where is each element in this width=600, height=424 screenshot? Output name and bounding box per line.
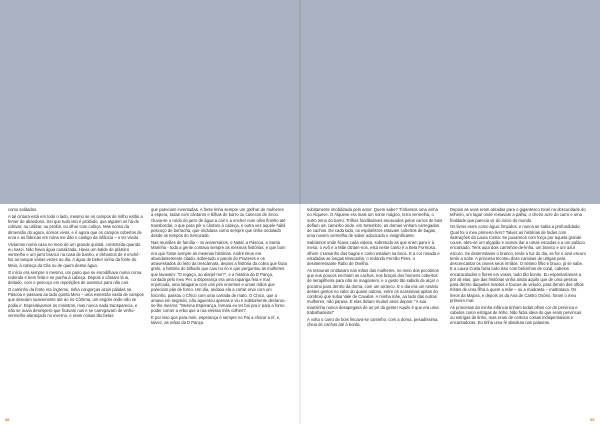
- paragraph: Nas reuniões de família – os aniversários, o Natal, a Páscoa, a Santa Marinha - toda a gente contava sempre as mesmas histórias, e que bom era que fosse sempre as mesmas histórias. André Brun era abundantemente citado, sobretudo o parolo do Prazeres e os atravessados do leito da trescâmara, depois a história da cobra que fazia grelo, a história do bilhado que caiu no rio e que perguntou às mulheres que lavavam: "O regaço, ao alarjel-me?", e a história da D Pança, contada pelo meu Pei: a Esperança era uma rapariga feia e mal enjorcada, uma lataguina com uns pés enormes e umas mãos que pareciam pás de forno. Um dia, andava ela a cortar erva com um foicinho, passou o Chico com uma carrada de mato. O Chico, que a amava em segredo, não aguentou apenas e viu e subitamente declarou-se-lhe mesmo: "Menina Esperança, tomara eu ter boi pra ir para a forno poder comer a erba que a rua emissa mês colhem".: [151, 240, 287, 314]
- page-gutter: [299, 0, 301, 424]
- text-column-3: [307, 207, 443, 417]
- paragraph: O caminho da fonte era íngreme, tinha congorças azuis pálidas na Páscoa e passava ao lado quinta Meio – uma extensão vasta de campos que desciam suavemente até ao rio Côrtima, um esgoto onde não se podia ir. Espreitávamos os ministros, mas nunca nada transparecia, e não se ouvia desespero que ficavam nus e se carregavam de vinho-vermelho-alaranjado no inverno, e eram coisas tão belas: [8, 286, 144, 319]
- paragraph: subitamente imobilizada pelo amor. Quem sabe? Tínhamos uma vinha no Alqueve. O Alqueve era mais um nome mágico, terra vermelha, o outro reino do barro. Trilhos fundibulares escavados pelos carros de bois deflam um caminho onde, em Setembro, as dornas vinham carregadas de cachos. De cada lado, os espitiréitros estavam cobertos de bagas, uma nuvem vermelha de sabor adocicado e insignificante.: [307, 207, 443, 239]
- paragraph: As princesas da minha infância tinham todas olhos cor de pervinca e cabelos como estrigas de linho. Não fazia ideia do que eram pervincas ou estrigas de linho, mas eram de certeza coisas indispensáveis e encantadoras. Eu tinha uma fé absoluta nas palavras.: [450, 304, 582, 326]
- paragraph: Vivíamos numa casa no meio de um grande quintal, construída quando eu nasci. Não havia água canalizada. Havia um balde de plástico vermelho e um jarro branco na casa de banho, e tínhamos de ir enchê-los ao tanque várias vezes ao dia. A água de beber vinha da fonte do Meio, à cabeça da Cila ou de quem desse água.: [8, 241, 141, 268]
- text-column-2: [151, 207, 287, 417]
- paragraph: que pareciam inventadas. A fonte tinha sempre um grelhar de mulheres à espera, todas com cântaros e bilhas de barro ou canecos de zinco. Ouvia-se o ruído do jarro de água a cair e a encher num olivo fininho até transbordar, o que para pôr o cântaro à cabeça, e outra vez aquele hábil pescoço de borracha, que ondulava como sempre que tinha ondulado desde os tempos do Xenozade.: [151, 207, 286, 239]
- paragraph: Os livros eram como água: limpidos, e nunca se sabia a profundidade. Qual foi o meu primeiro livro? Talvez as histórias de fadas com ilustrações da Laura Costa. Se puxarmos com força por aquela grande couve, abre-se um alçapão e vamos dar a umas escadas e a um palácio encantado. Tens aqui dois carrinhos-de-linha, um branco e um azul escuro. Se desenrolares o branco, terás a luz do dia, se for o azul escuro terás a noite. A princesa tricotou doze camisas de urtigas para descencantar os cisnes seus irmãos. O sétimo filho é bruxo, já se sabe. E a Laura Costa fazia tudo isso com belcinhos de coral, cabelos encaracolados e flores em vasos, tudo tão bonito. Eu espreitaríamos a por ali elas, que das histórias vinha ainda aquilo que de uma pessoa para dentro daqueles mantos e toucas de veludo, para dentro dos olhos tristes de uma filha a quem a mãe – ou a madrasta – maltratava. Os livros da Majora, e depois os da Ana de Castro Osório, foram o meu primeiro mar.: [450, 224, 586, 303]
- paragraph: À volta o carro de bois fincava-se caminho, com a dorna, pesadíssima, cheia de cachos até à borda.: [307, 316, 439, 328]
- paragraph: A tal cintura está em todo o lado, mesmo se os campos de milho estão a ferver de abandono. Sei que tudo isto é proibido, que alguém os há-de cultivar; ou utilizar, ou proibir, ou olhar com cobiça. Mas sonso da dimensão do agora, somos vivos, e é agora que os campos cobertos de erva e as fábricas em ruína me dão o castigo da infância – o ter vivido.: [8, 213, 143, 240]
- paragraph: O início era sempre o mesmo, um pano que se enrodilhava numa coroa redonda e bem feita e se punha à cabeça. Depois o cântaro lá ia, deitado, com o pescoço em repetições de avestruz para não cair.: [8, 269, 142, 286]
- page-number-left: 58: [5, 417, 10, 422]
- paragraph: As tesouras cintilavam nas mãos das mulheres, no meio dos pocotinos que eus poucos enchiam os cachos, nos braços dos homens cobertos de serapilheira para não se magoarem, e o gesto tão sabido de alçar o pocotrio para dentro da dorna, com um arranco. E o dia era um rosário destes gestos no calor do quase outono, entre os ocasionais apitos do comboio que subia Vale de Cavalos. A minha mãe, ao lado das outras mulheres, não parava. E elas diziam muitos anos depois: "A sua maezinha nunca desapegava de ao pé da gente! Aquilo é que era uma trabalhadeira!": [307, 267, 439, 315]
- paragraph: E por isso que para mim, esperança é sempre no Pai a chorar a rir, e, talvez, as mãos da D Pança: [151, 315, 281, 326]
- paragraph: Sabíamos onde ficava cada videira, sobretudo as que eram para ir à mesa; o Avô e a Mãe diziam-nos, esta neste canto é a Bela Formosa, olhem o tamanho dos bagos e como estalam na boca. E a cor rosada e estaladas as longas Moscatéis, o redondo Fernão Pires, o desinteressante Rabo de Ovelha.: [307, 240, 440, 267]
- paragraph: Depois as uvas eram atiradas para o gigantesco tonel na obscuridade do telheiro, um lugar onde reinavam a palha, o cheiro acre do carro e uma frialdade que parecia vir do início do mundo.: [450, 207, 586, 223]
- text-column-1: [8, 207, 144, 417]
- text-column-4: [450, 207, 586, 417]
- paragraph: como soldados.: [8, 207, 38, 212]
- page-number-right: 59: [590, 417, 595, 422]
